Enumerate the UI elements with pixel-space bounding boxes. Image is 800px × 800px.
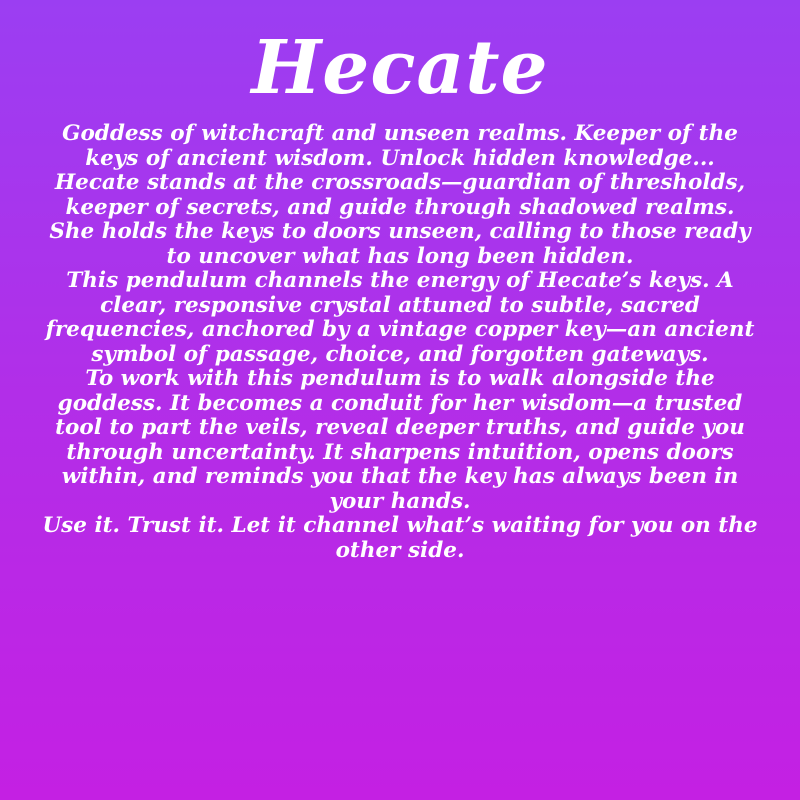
closing-paragraph: Use it. Trust it. Let it channel what’s waiting for you on the other side. [42,513,758,563]
working-paragraph: To work with this pendulum is to walk alongside the goddess. It becomes a conduit for her wisdom—a trusted tool to part the veils, reveal deeper truths, and guide you through uncertainty. It sharpens intuition, opens doors within, and reminds you that the key has always been in your hands. [55,366,745,514]
crossroads-paragraph: Hecate stands at the crossroads—guardian of thresholds, keeper of secrets, and guide through shadowed realms. She holds the keys to doors unseen, calling to those ready to uncover what has long been hidden. [49,170,751,269]
intro-paragraph: Goddess of witchcraft and unseen realms. Keeper of the keys of ancient wisdom. Unlock hidden knowledge... [62,121,738,171]
pendulum-paragraph: This pendulum channels the energy of Hecate’s keys. A clear, responsive crystal attuned to subtle, sacred frequencies, anchored by a vintage copper key—an ancient symbol of passage, choice, and forgotten gateways. [45,268,755,367]
page-title: Hecate [251,25,549,111]
description-body [40,122,760,563]
